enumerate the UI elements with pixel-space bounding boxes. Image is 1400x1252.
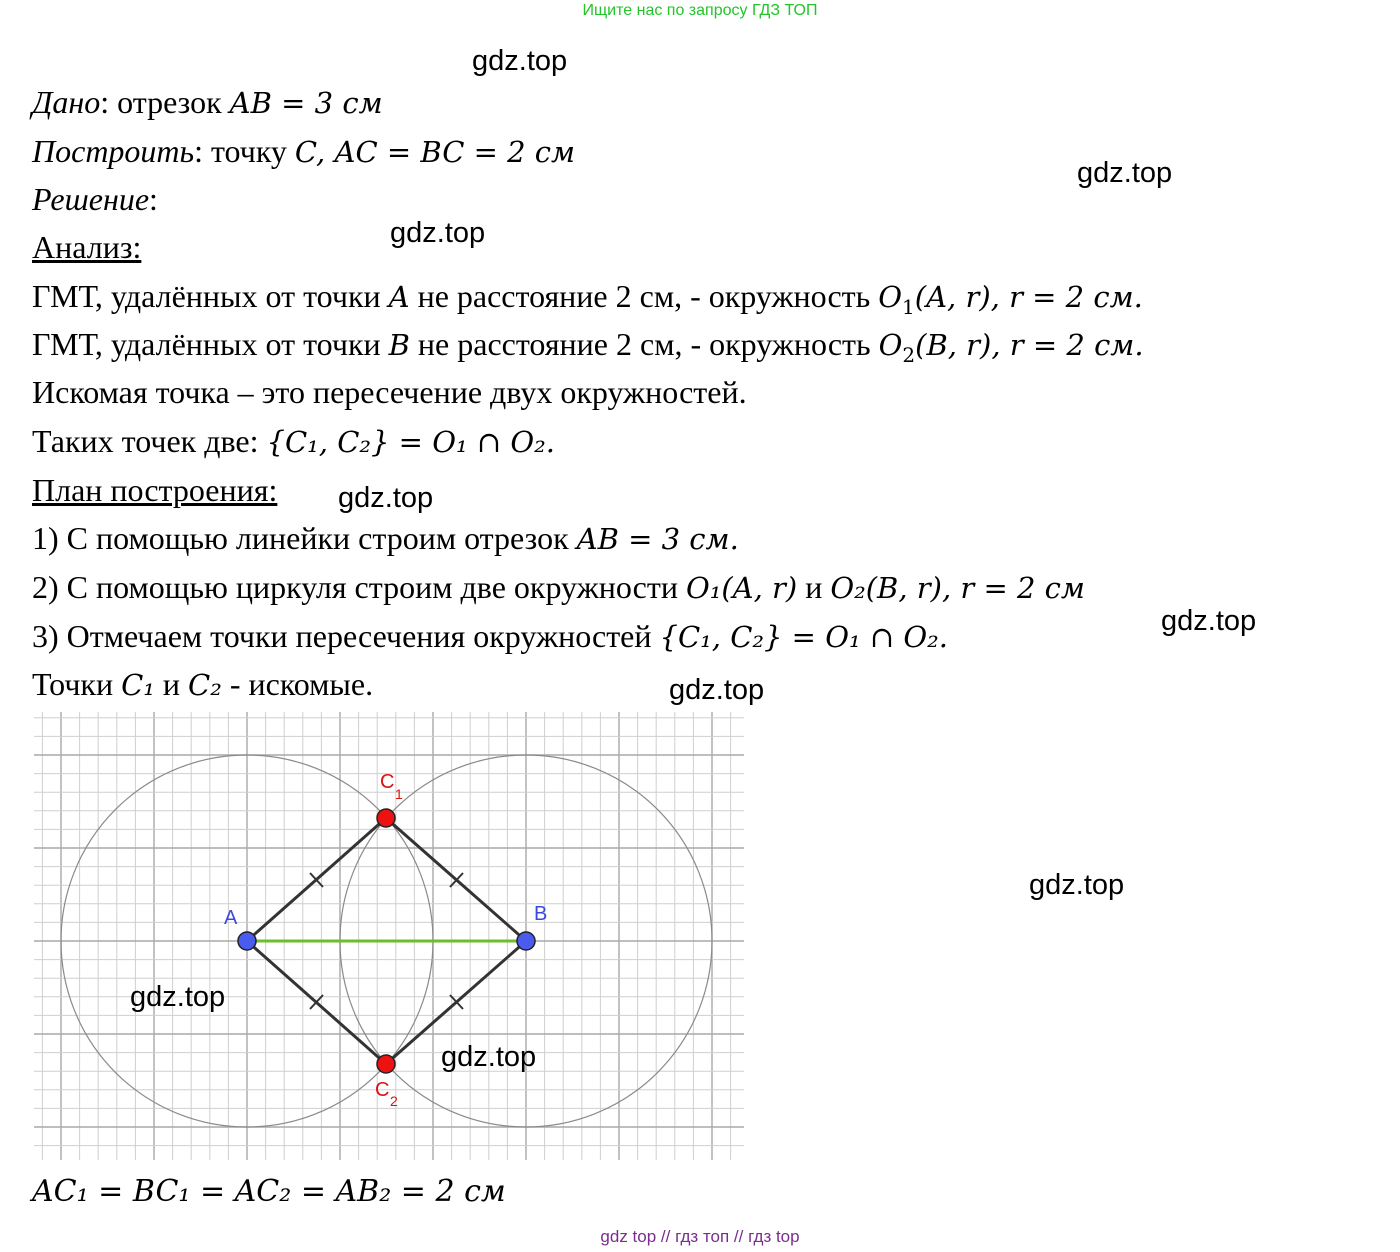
plan-heading: План построения: [32,472,278,508]
given-line [32,82,383,123]
plan-step-1 [32,518,739,559]
label-c1-index: 1 [395,786,403,802]
conclusion-text: Точки [32,666,122,702]
analysis-line-2 [32,324,1144,375]
construct-label: Построить [32,133,195,169]
label-c1: C [380,771,395,793]
step-math: AB = 3 см. [576,522,739,556]
circle-index: 2 [902,342,916,367]
construct-text: : точку [194,133,295,169]
solution-label: Решение [32,181,150,217]
result-equation: AC₁ = BC₁ = AC₂ = AB₂ = 2 см [32,1174,506,1209]
circle-args: (B, r), r = 2 см. [915,328,1144,362]
construct-math: C, AC = BC = 2 см [294,135,576,169]
solution-colon: : [149,181,158,217]
analysis-heading: Анализ: [32,229,142,265]
conclusion-text: и [154,666,189,702]
analysis-line-3: Искомая точка – это пересечение двух окружностей. [32,374,747,410]
watermark: gdz.top [441,1041,537,1073]
point-c2-marker [377,1055,395,1073]
plan-step-3 [32,616,948,657]
footer-links[interactable]: gdz top // гдз топ // гдз top [600,1227,800,1246]
point-c1-marker [377,809,395,827]
analysis-line-1 [32,276,1143,327]
point-c2: C₂ [188,668,222,702]
conclusion-line [32,664,373,705]
step-text: и [797,569,831,605]
point-a-marker [238,932,256,950]
step-math: O₁(A, r) [685,571,798,605]
watermark: gdz.top [338,482,434,514]
conclusion-text: - искомые. [221,666,374,702]
intersection-math: {C₁, C₂} = O₁ ∩ O₂. [266,425,555,459]
point-a: A [388,280,410,314]
label-a: A [224,907,238,929]
step-math: O₂(B, r), r = 2 см [830,571,1085,605]
given-label: Дано [32,84,101,120]
step-text: 2) С помощью циркуля строим две окружности [32,569,686,605]
circle-index: 1 [902,294,915,319]
point-b-marker [517,932,535,950]
watermark: gdz.top [1161,605,1257,637]
analysis-text: не расстояние 2 см, - окружность [409,326,879,362]
point-b: B [388,328,410,362]
analysis-text: Таких точек две: [32,423,267,459]
watermark: gdz.top [1077,157,1173,189]
search-banner[interactable]: Ищите нас по запросу ГДЗ ТОП [582,2,818,19]
construction-figure [32,710,746,1162]
label-b: B [534,903,548,925]
given-math: AB = 3 см [229,86,383,120]
analysis-text: не расстояние 2 см, - окружность [409,278,879,314]
label-c2: C [375,1079,390,1101]
circle-args: (A, r), r = 2 см. [914,280,1143,314]
construct-line [32,131,575,172]
point-c1: C₁ [121,668,155,702]
step-math: {C₁, C₂} = O₁ ∩ O₂. [659,620,948,654]
given-text: : отрезок [100,84,230,120]
label-c2-index: 2 [390,1093,398,1109]
step-text: 1) С помощью линейки строим отрезок [32,520,577,556]
solution-line [32,179,158,219]
step-text: 3) Отмечаем точки пересечения окружностей [32,618,660,654]
analysis-text: ГМТ, удалённых от точки [32,326,389,362]
watermark: gdz.top [669,674,765,706]
plan-step-2 [32,567,1085,608]
analysis-text: ГМТ, удалённых от точки [32,278,389,314]
watermark: gdz.top [130,981,226,1013]
analysis-line-4 [32,421,555,462]
watermark: gdz.top [390,217,486,249]
watermark: gdz.top [1029,869,1125,901]
circle-symbol: O [878,280,903,314]
circle-symbol: O [878,328,903,362]
watermark: gdz.top [472,45,568,77]
